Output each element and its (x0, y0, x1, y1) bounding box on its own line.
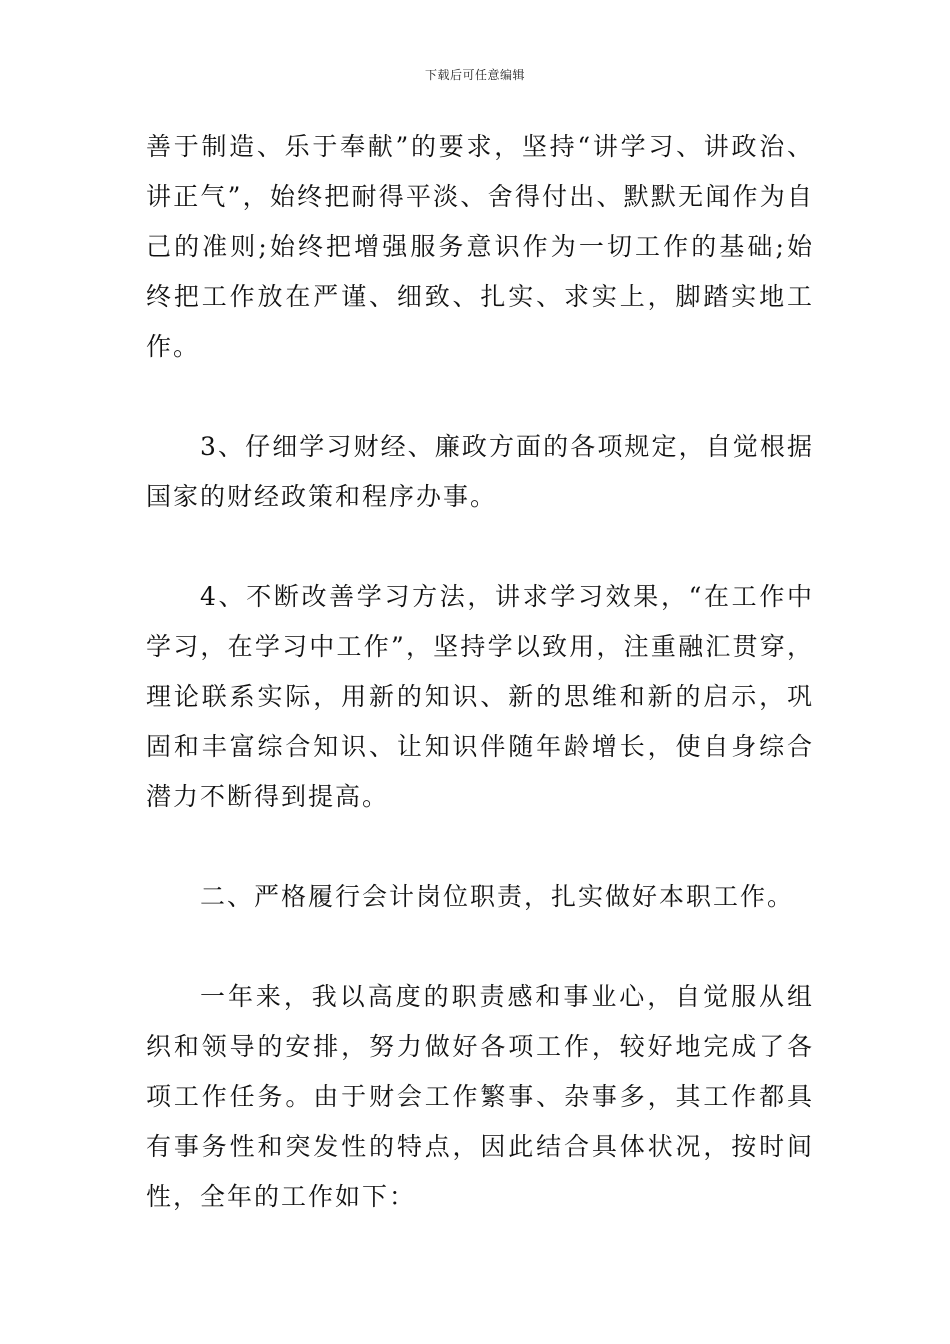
paragraph-gap (146, 922, 814, 972)
paragraph-item-3: 3、仔细学习财经、廉政方面的各项规定，自觉根据国家的财经政策和程序办事。 (146, 432, 814, 511)
paragraph-gap (146, 522, 814, 572)
document-body (146, 122, 814, 1222)
page-header: 下载后可任意编辑 (424, 68, 525, 82)
paragraph-gap (146, 372, 814, 422)
paragraph-continuation: 善于制造、乐于奉献”的要求，坚持“讲学习、讲政治、讲正气”，始终把耐得平淡、舍得付出、默默无闻作为自己的准则;始终把增强服务意识作为一切工作的基础;始终把工作放在严谨、细致、扎实、求实上，脚踏实地工作。 (146, 132, 814, 361)
paragraph-summary: 一年来，我以高度的职责感和事业心，自觉服从组织和领导的安排，努力做好各项工作，较好地完成了各项工作任务。由于财会工作繁事、杂事多，其工作都具有事务性和突发性的特点，因此结合具体状况，按时间性，全年的工作如下： (146, 982, 814, 1211)
section-heading-2: 二、严格履行会计岗位职责，扎实做好本职工作。 (200, 882, 795, 911)
paragraph-gap (146, 822, 814, 872)
paragraph-item-4: 4、不断改善学习方法，讲求学习效果，“在工作中学习，在学习中工作”，坚持学以致用，注重融汇贯穿，理论联系实际，用新的知识、新的思维和新的启示，巩固和丰富综合知识、让知识伴随年龄增长，使自身综合潜力不断得到提高。 (146, 582, 814, 811)
